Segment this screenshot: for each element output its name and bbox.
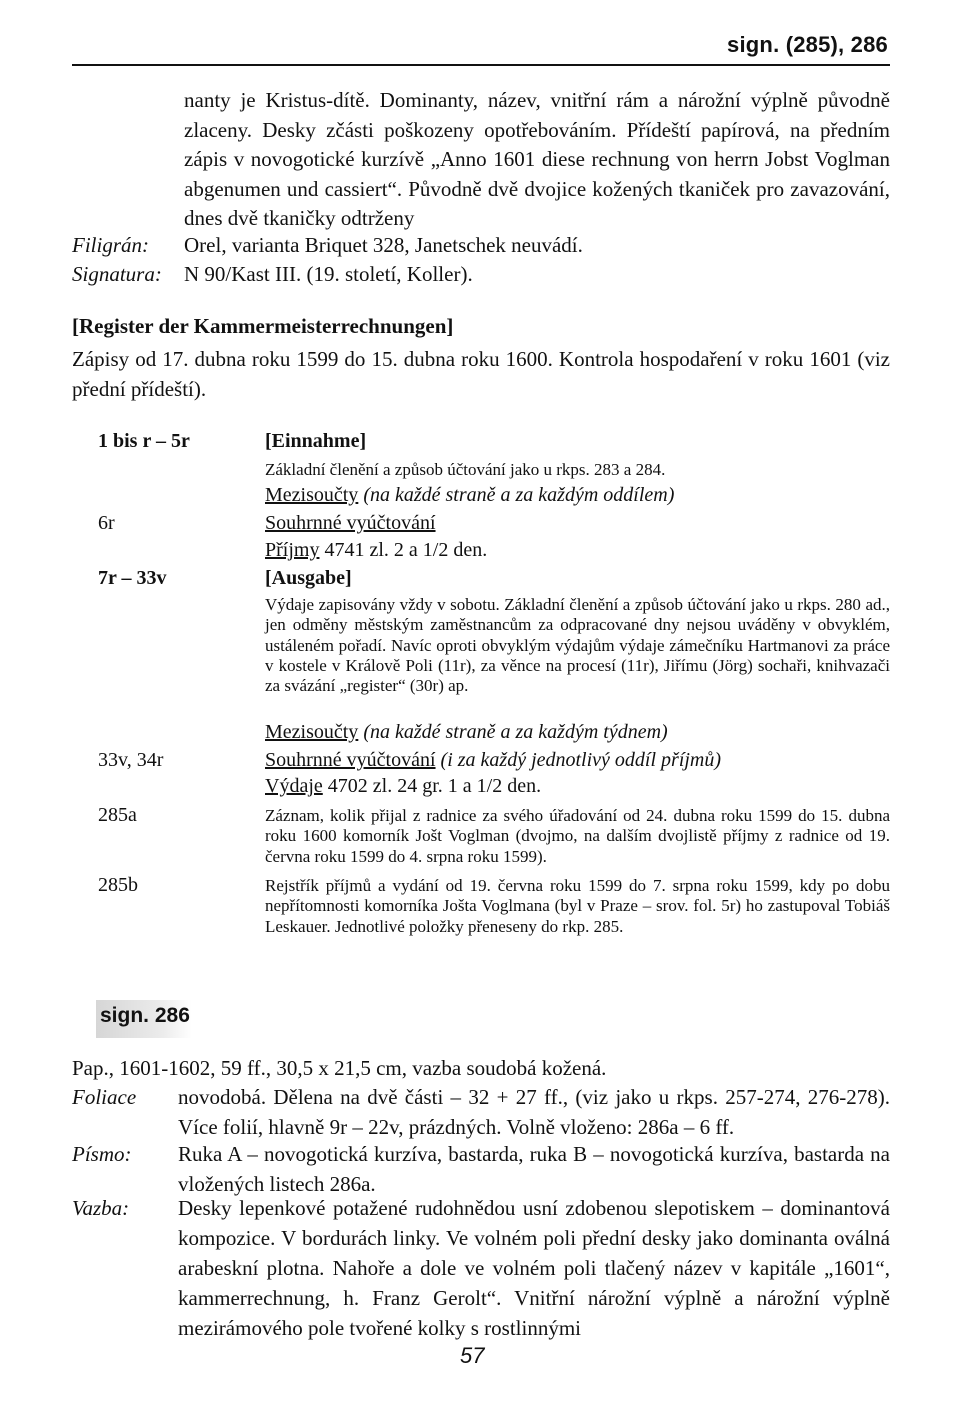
running-head: sign. (285), 286: [727, 32, 888, 57]
entry-text: Záznam, kolik přijal z radnice za svého úřadování od 24. dubna roku 1599 do 15. dubna roku 1600 komorník Jošt Voglman (dvojmo, na dalším dvojlistě příjmy z radnice od 19. června roku 1599 do 4. srpna roku 1599).: [265, 806, 890, 866]
section-badge-label: sign. 286: [100, 1004, 190, 1027]
income-label: Příjmy: [265, 539, 320, 561]
summary-label: Souhrnné vyúčtování: [265, 512, 436, 534]
entry-text: Základní členění a způsob účtování jako u rkps. 283 a 284.: [265, 460, 666, 479]
section-badge: [96, 1000, 192, 1038]
physical-description: Pap., 1601-1602, 59 ff., 30,5 x 21,5 cm, vazba soudobá kožená.: [72, 1056, 607, 1080]
folio-label: 6r: [98, 512, 115, 534]
summary-label: Souhrnné vyúčtování: [265, 749, 436, 771]
page-number: 57: [460, 1343, 485, 1368]
subtotals-line: [265, 484, 674, 507]
income-amount: 4741 zl. 2 a 1/2 den.: [319, 539, 488, 561]
expenses-line: [265, 775, 541, 798]
subtotals-label: Mezisoučty: [265, 721, 359, 743]
entry-text: Rejstřík příjmů a vydání od 19. června roku 1599 do 7. srpna roku 1599, kdy po dobu nepřítomnosti komorníka Jošta Voglmana (byl v Praze – srov. fol. 5r) ho zastupoval Tobiáš Leskauer. Jednotlivé položky přeneseny do rkp. 285.: [265, 876, 890, 936]
folio-label: 1 bis r – 5r: [98, 430, 190, 452]
vazba-value: Desky lepenkové potažené rudohnědou usní zdobenou slepotiskem – dominantová kompozice. V bordurách linky. Ve volném poli přední desky jako dominanta oválná arabeskní plotna. Nahoře a dole ve volném poli tlačený název v kapitále „1601“, kammerrechnung, h. Franz Gerolt“. Vnitřní nárožní výplně a nárožní výplně mezirámového pole tvořené kolky s rostlinnými: [178, 1196, 890, 1340]
subtotals-label: Mezisoučty: [265, 484, 359, 506]
folio-label: 285a: [98, 804, 137, 826]
subtotals-note: (na každé straně a za každým týdnem): [358, 721, 668, 743]
filigran-value: Orel, varianta Briquet 328, Janetschek neuvádí.: [184, 233, 583, 257]
folio-label: 33v, 34r: [98, 749, 164, 771]
filigran-label: Filigrán:: [72, 233, 149, 257]
binding-description-continued: nanty je Kristus-dítě. Dominanty, název, vnitřní rám a nárožní výplně původně zlaceny. Desky zčásti poškozeny opotřebováním. Přídeští papírová, na předním zápis v novogotické kurzívě „Anno 1601 diese rechnung von herrn Jobst Voglman abgenumen und cassiert“. Původně dvě dvojice kožených tkaniček pro zavazování, dnes dvě tkaničky odtrženy: [184, 88, 890, 230]
summary-note: (i za každý jednotlivý oddíl příjmů): [435, 749, 722, 771]
entry-heading-einnahme: [Einnahme]: [265, 430, 367, 452]
expenses-amount: 4702 zl. 24 gr. 1 a 1/2 den.: [322, 775, 542, 797]
header-rule: [72, 64, 890, 66]
foliace-value: novodobá. Dělena na dvě části – 32 + 27 ff., (viz jako u rkps. 257-274, 276-278). Více folií, hlavně 9r – 22v, prázdných. Volně vloženo: 286a – 6 ff.: [178, 1085, 890, 1139]
register-heading: [Register der Kammermeisterrechnungen]: [72, 314, 454, 338]
signatura-label: Signatura:: [72, 262, 162, 286]
entry-text: Výdaje zapisovány vždy v sobotu. Základní členění a způsob účtování jako u rkps. 280 ad., jen odměny městským zaměstnancům za odpracované dny nejsou uváděny v obvyklém, ustáleném pořadí. Navíc oproti obvyklým výdajům výdaje zámečníku Hartmanovi za práce v kostele v Králově Poli (11r), za věnce na procesí (11r), Jiřímu (Jörg) sochaři, knihvazači za svázání „register“ (30r) ap.: [265, 595, 890, 696]
vazba-label: Vazba:: [72, 1196, 130, 1220]
register-text: Zápisy od 17. dubna roku 1599 do 15. dubna roku 1600. Kontrola hospodaření v roku 1601 (viz přední přídeští).: [72, 347, 890, 401]
subtotals-line: [265, 721, 668, 744]
pismo-value: Ruka A – novogotická kurzíva, bastarda, ruka B – novogotická kurzíva, bastarda na vložených listech 286a.: [178, 1142, 890, 1196]
pismo-label: Písmo:: [72, 1142, 132, 1166]
subtotals-note: (na každé straně a za každým oddílem): [358, 484, 675, 506]
entry-heading-ausgabe: [Ausgabe]: [265, 567, 352, 589]
signatura-value: N 90/Kast III. (19. století, Koller).: [184, 262, 473, 286]
summary-line: [265, 749, 721, 772]
folio-label: 7r – 33v: [98, 567, 167, 589]
income-line: [265, 539, 487, 562]
summary-line: [265, 512, 436, 535]
expenses-label: Výdaje: [265, 775, 323, 797]
foliace-label: Foliace: [72, 1085, 137, 1109]
folio-label: 285b: [98, 874, 138, 896]
